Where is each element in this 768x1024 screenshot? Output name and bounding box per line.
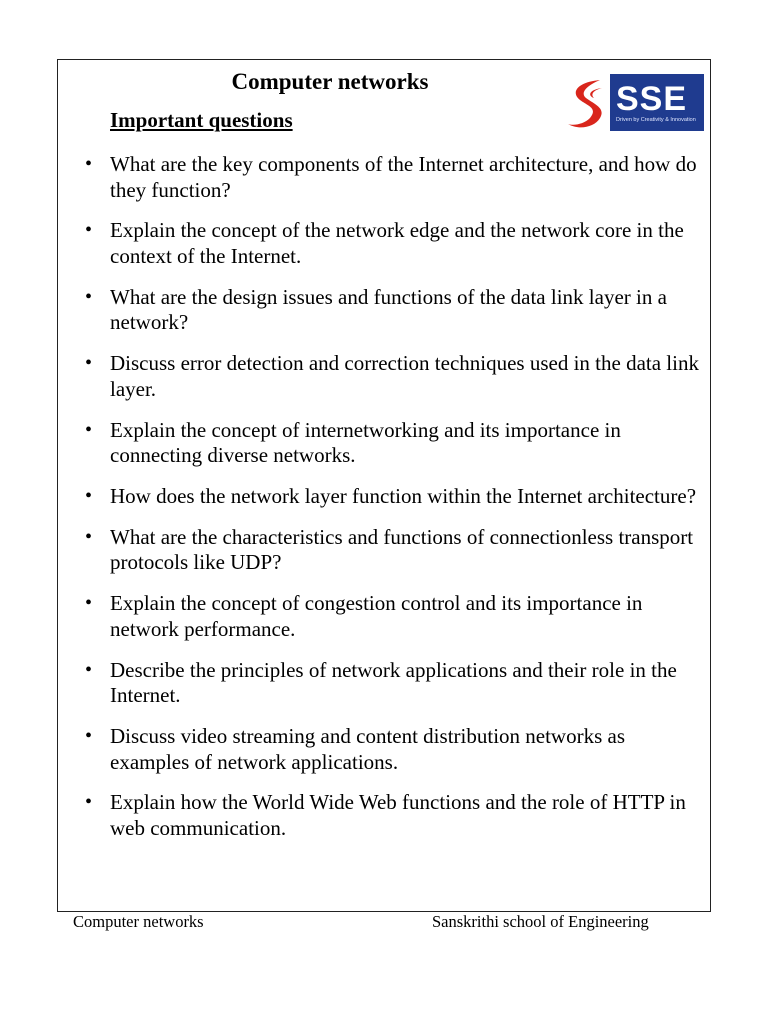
question-text: What are the key components of the Internet architecture, and how do they function? bbox=[110, 152, 697, 202]
question-item bbox=[58, 351, 712, 402]
bullet-icon: • bbox=[85, 658, 93, 681]
question-item bbox=[58, 591, 712, 642]
bullet-icon: • bbox=[85, 791, 93, 814]
question-text: Explain how the World Wide Web functions and the role of HTTP in web communication. bbox=[110, 790, 686, 840]
question-text: Explain the concept of internetworking and its importance in connecting diverse networks. bbox=[110, 417, 621, 468]
question-text: Explain the concept of congestion control and its importance in network performance. bbox=[110, 591, 643, 641]
question-text: How does the network layer function within the Internet architecture? bbox=[110, 483, 697, 508]
question-text: Discuss error detection and correction techniques used in the data link layer. bbox=[110, 351, 699, 401]
logo-text: SSE bbox=[616, 79, 688, 118]
bullet-icon: • bbox=[85, 153, 93, 175]
footer-school: Sanskrithi school of Engineering bbox=[432, 912, 649, 931]
bullet-icon: • bbox=[85, 285, 93, 308]
question-text: Discuss video streaming and content distribution networks as examples of network applications. bbox=[110, 724, 626, 774]
question-text: Describe the principles of network applications and their role in the Internet. bbox=[110, 657, 677, 708]
question-item bbox=[58, 658, 712, 709]
question-item bbox=[58, 724, 712, 775]
bullet-icon: • bbox=[85, 352, 93, 375]
bullet-icon: • bbox=[85, 484, 93, 507]
question-item bbox=[58, 218, 712, 269]
logo-tagline: Driven by Creativity & Innovation bbox=[616, 116, 696, 123]
page-title: Computer networks bbox=[231, 69, 429, 94]
question-item bbox=[58, 418, 712, 469]
page-border bbox=[57, 59, 711, 912]
bullet-icon: • bbox=[85, 592, 93, 615]
bullet-icon: • bbox=[85, 525, 93, 548]
bullet-icon: • bbox=[85, 219, 93, 242]
question-item bbox=[58, 285, 712, 336]
question-list bbox=[58, 152, 712, 857]
question-text: Explain the concept of the network edge and the network core in the context of the Internet. bbox=[110, 218, 684, 268]
swoosh-icon bbox=[564, 74, 610, 131]
question-text: What are the characteristics and functions of connectionless transport protocols like UDP? bbox=[110, 524, 694, 575]
bullet-icon: • bbox=[85, 418, 93, 441]
question-item bbox=[58, 484, 712, 510]
footer-course: Computer networks bbox=[73, 912, 204, 931]
question-item bbox=[58, 152, 712, 203]
question-item bbox=[58, 790, 712, 841]
section-heading: Important questions bbox=[110, 108, 293, 132]
question-item bbox=[58, 525, 712, 576]
sse-logo bbox=[564, 74, 704, 131]
question-text: What are the design issues and functions of the data link layer in a network? bbox=[110, 284, 667, 335]
bullet-icon: • bbox=[85, 725, 93, 748]
